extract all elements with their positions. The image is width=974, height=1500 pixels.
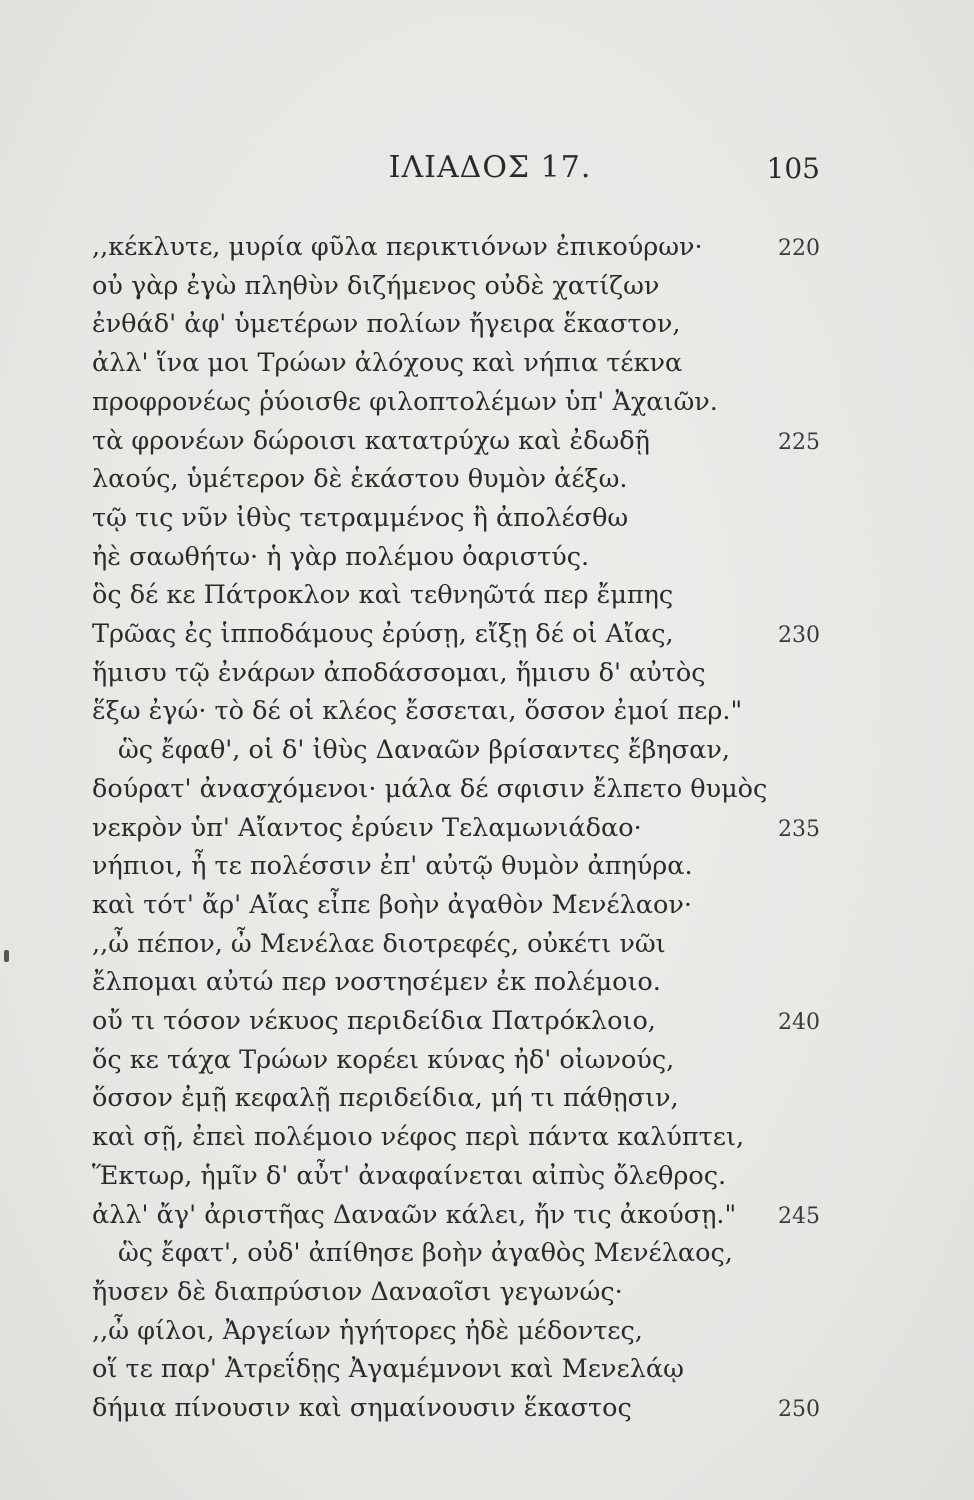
verse-line: δούρατ' ἀνασχόμενοι· μάλα δέ σφισιν ἔλπετο θυμὸς [92,774,768,804]
verse-line: ὣς ἔφαθ', οἱ δ' ἰθὺς Δαναῶν βρίσαντες ἔβησαν, [118,735,730,765]
verse-line: Τρῶας ἐς ἱπποδάμους ἐρύσῃ, εἴξῃ δέ οἱ Αἴας, [92,619,674,649]
verse-line: καὶ τότ' ἄρ' Αἴας εἶπε βοὴν ἀγαθὸν Μενέλαον· [92,890,692,920]
verse-line: ἀλλ' ἵνα μοι Τρώων ἀλόχους καὶ νήπια τέκνα [92,348,683,378]
verse-line-number: 250 [778,1397,820,1422]
verse-line: Ἕκτωρ, ἡμῖν δ' αὖτ' ἀναφαίνεται αἰπὺς ὄλεθρος. [92,1161,727,1191]
verse-line: ,,κέκλυτε, μυρία φῦλα περικτιόνων ἐπικούρων· [92,232,703,262]
verse-line: ἔλπομαι αὐτώ περ νοστησέμεν ἐκ πολέμοιο. [92,967,661,997]
verse-line: ἤυσεν δὲ διαπρύσιον Δαναοῖσι γεγωνώς· [92,1277,623,1307]
running-header-title: ΙΛΙΑΔΟΣ 17. [388,150,592,185]
verse-line-number: 245 [778,1204,820,1229]
verse-line: νεκρὸν ὑπ' Αἴαντος ἐρύειν Τελαμωνιάδαο· [92,813,642,843]
verse-line: ἀλλ' ἄγ' ἀριστῆας Δαναῶν κάλει, ἤν τις ἀκούσῃ." [92,1200,737,1230]
verse-line: τῷ τις νῦν ἰθὺς τετραμμένος ἢ ἀπολέσθω [92,503,629,533]
verse-line-number: 230 [778,623,820,648]
verse-line: οὐ γὰρ ἐγὼ πληθὺν διζήμενος οὐδὲ χατίζων [92,271,660,301]
verse-line: προφρονέως ῥύοισθε φιλοπτολέμων ὑπ' Ἀχαιῶν. [92,387,718,417]
verse-line: τὰ φρονέων δώροισι κατατρύχω καὶ ἐδωδῇ [92,426,650,456]
verse-line-number: 225 [778,430,820,455]
verse-line: ὃς δέ κε Πάτροκλον καὶ τεθνηῶτά περ ἔμπης [92,580,674,610]
page-number: 105 [766,152,820,185]
verse-line: ἕξω ἐγώ· τὸ δέ οἱ κλέος ἔσσεται, ὅσσον ἐμοί περ." [92,696,743,726]
verse-line: ἠὲ σαωθήτω· ἡ γὰρ πολέμου ὀαριστύς. [92,542,590,572]
verse-line: οἵ τε παρ' Ἀτρεΐδῃς Ἀγαμέμνονι καὶ Μενελάῳ [92,1354,684,1384]
verse-line: ὣς ἔφατ', οὐδ' ἀπίθησε βοὴν ἀγαθὸς Μενέλαος, [118,1238,733,1268]
verse-line-number: 240 [778,1010,820,1035]
verse-line: οὔ τι τόσον νέκυος περιδείδια Πατρόκλοιο, [92,1006,656,1036]
verse-line: ,,ὦ φίλοι, Ἀργείων ἡγήτορες ἠδὲ μέδοντες, [92,1316,643,1346]
verse-line-number: 235 [778,817,820,842]
verse-line: λαούς, ὑμέτερον δὲ ἑκάστου θυμὸν ἀέξω. [92,464,628,494]
verse-line-number: 220 [778,236,820,261]
verse-line: ἐνθάδ' ἀφ' ὑμετέρων πολίων ἤγειρα ἕκαστον, [92,309,681,339]
verse-line: νήπιοι, ἦ τε πολέσσιν ἐπ' αὐτῷ θυμὸν ἀπηύρα. [92,851,693,881]
verse-line: ,,ὦ πέπον, ὦ Μενέλαε διοτρεφές, οὐκέτι νῶι [92,929,666,959]
verse-line: ὅσσον ἐμῇ κεφαλῇ περιδείδια, μή τι πάθῃσιν, [92,1083,679,1113]
margin-mark [4,950,9,962]
verse-line: ὅς κε τάχα Τρώων κορέει κύνας ἠδ' οἰωνούς, [92,1045,675,1075]
verse-line: ἥμισυ τῷ ἐνάρων ἀποδάσσομαι, ἥμισυ δ' αὐτὸς [92,658,706,688]
verse-line: καὶ σῇ, ἐπεὶ πολέμοιο νέφος περὶ πάντα καλύπτει, [92,1122,745,1152]
verse-line: δήμια πίνουσιν καὶ σημαίνουσιν ἕκαστος [92,1393,632,1423]
